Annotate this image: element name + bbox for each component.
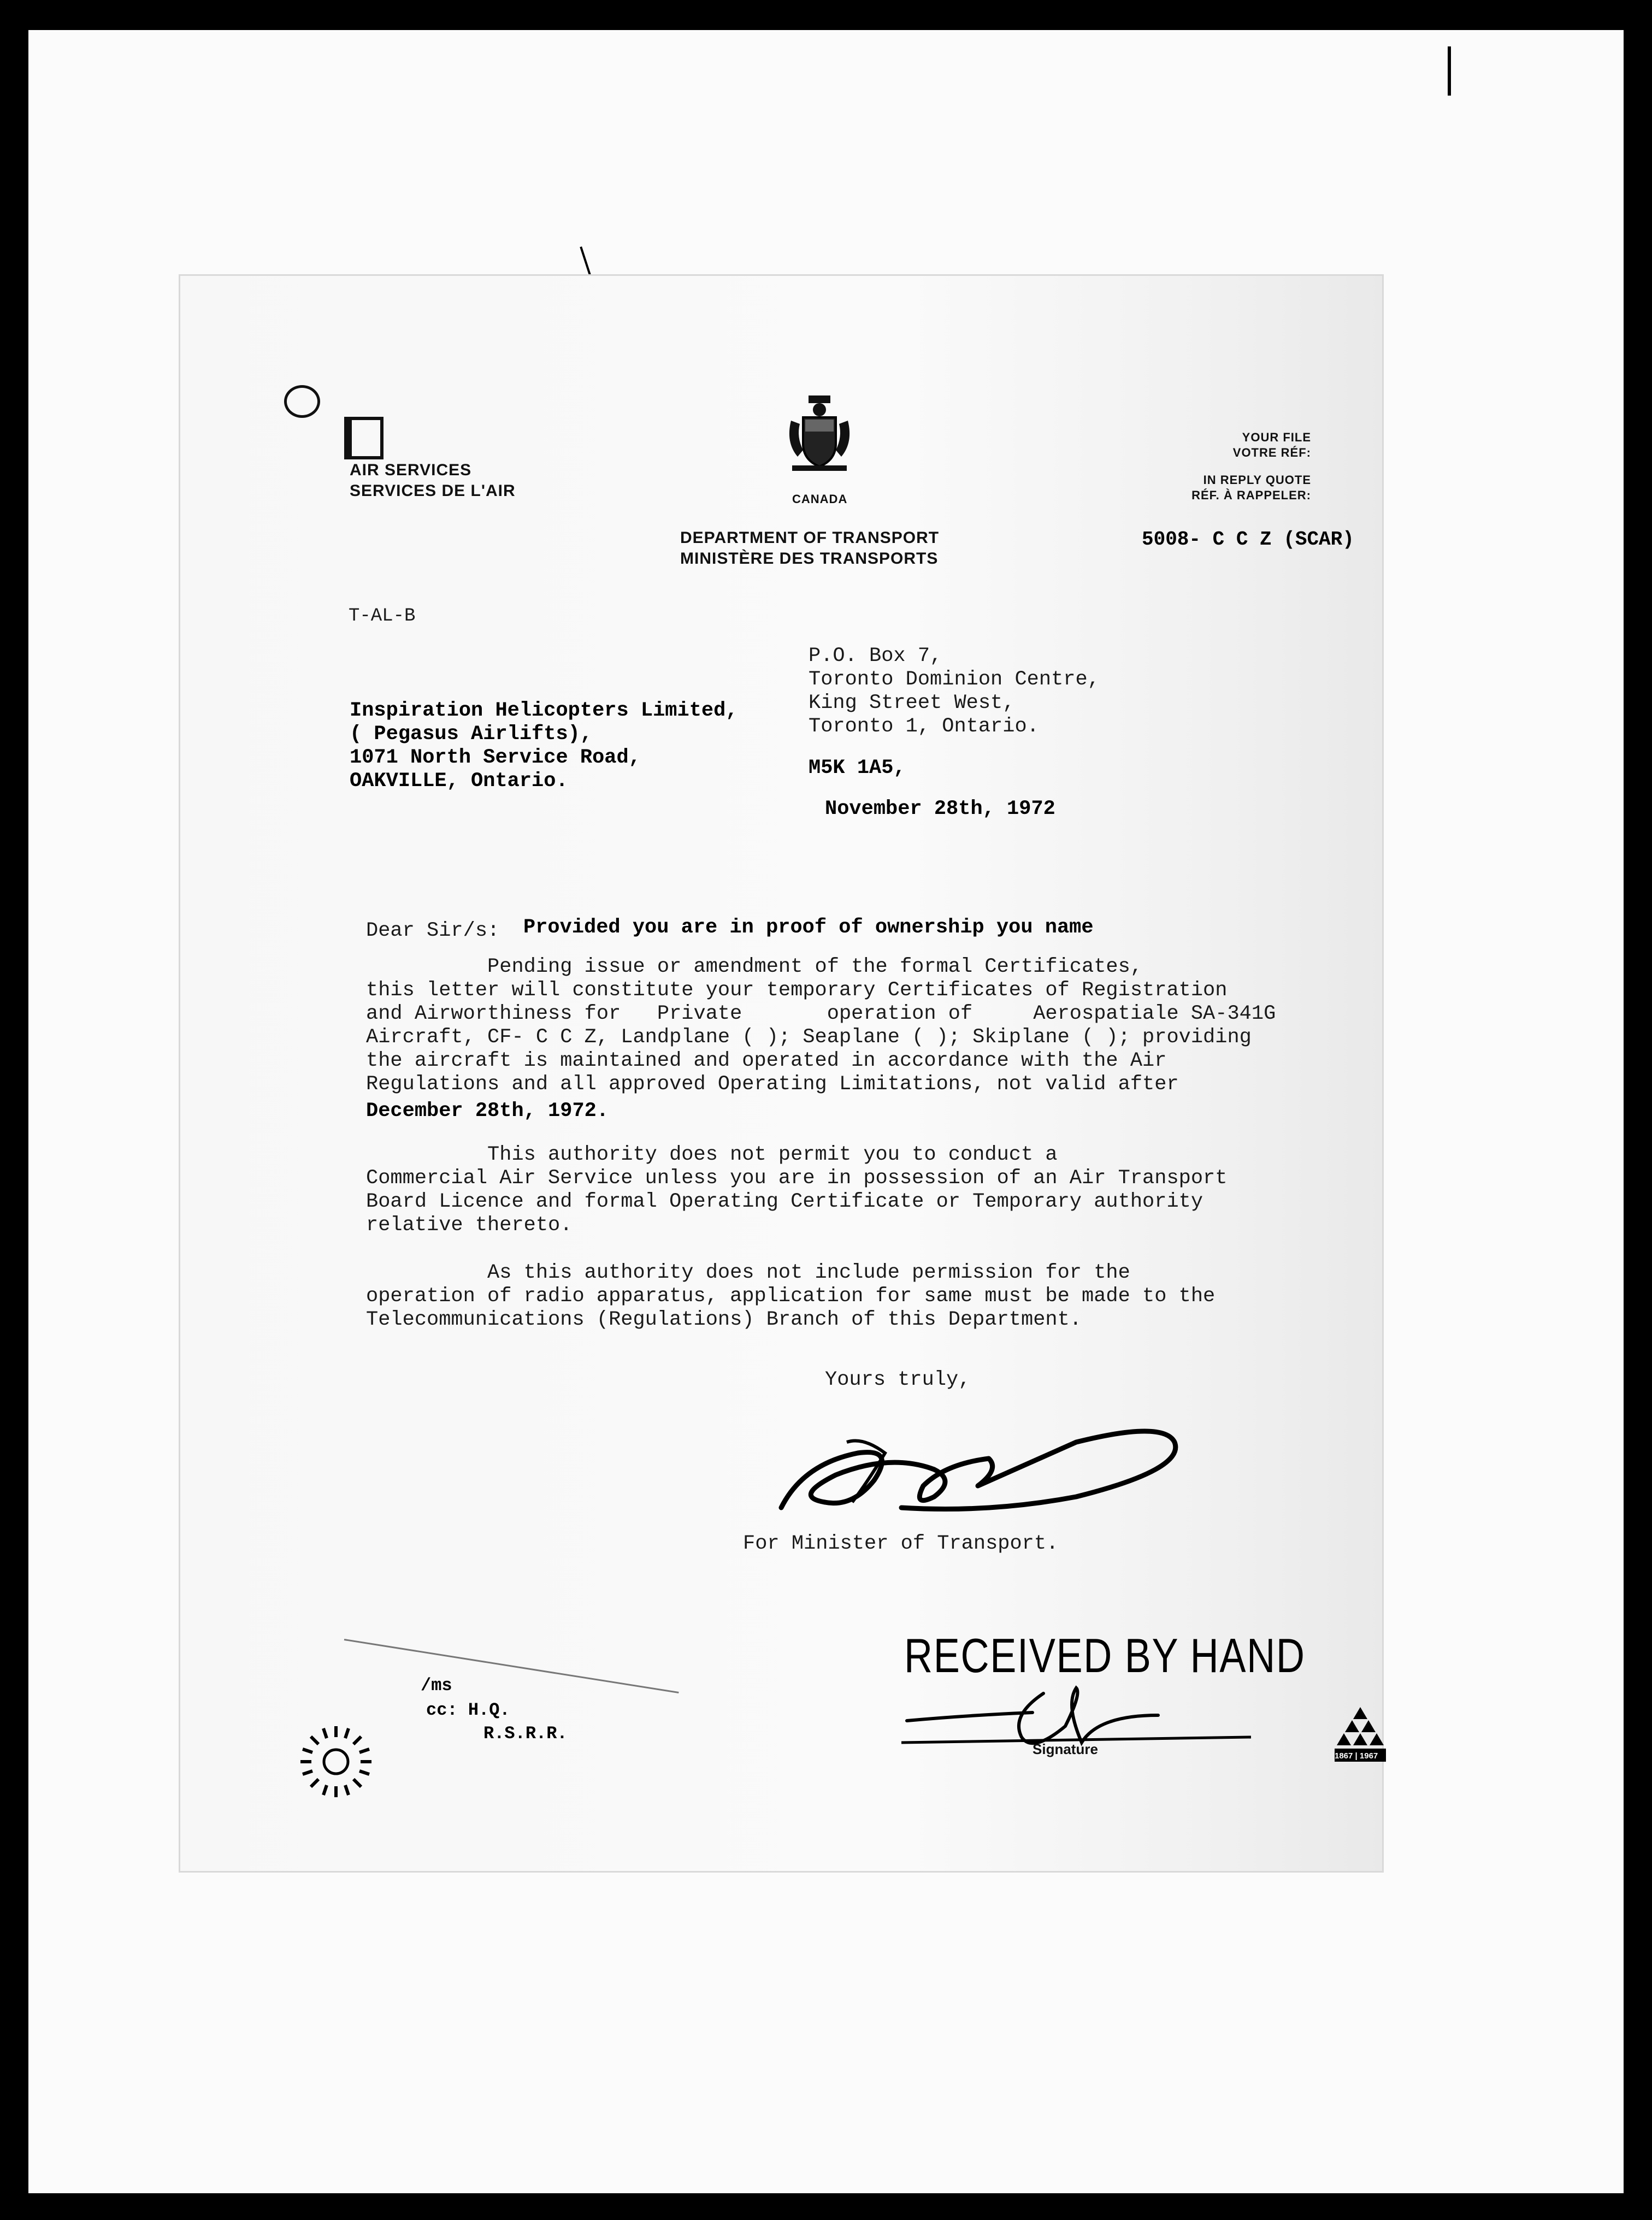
- centennial-years: 1867 | 1967: [1335, 1751, 1378, 1761]
- punch-hole: [284, 385, 320, 418]
- canada-crest-icon: [781, 393, 858, 483]
- file-code: T-AL-B: [349, 606, 416, 627]
- body-line: This authority does not permit you to conduct a: [366, 1143, 1058, 1166]
- reference-number: 5008- C C Z (SCAR): [1142, 528, 1354, 551]
- body-line: Board Licence and formal Operating Certificate or Temporary authority: [366, 1190, 1203, 1213]
- sender-address-line: Toronto 1, Ontario.: [809, 715, 1039, 738]
- typist-initials: /ms: [421, 1675, 452, 1696]
- centennial-logo-icon: [1330, 1707, 1390, 1773]
- recipient-line: ( Pegasus Airlifts),: [350, 723, 593, 746]
- letter-page: [180, 276, 1382, 1871]
- recipient-line: Inspiration Helicopters Limited,: [350, 699, 738, 722]
- sender-address-line: P.O. Box 7,: [809, 645, 942, 668]
- postal-code: M5K 1A5,: [809, 757, 906, 780]
- body-line: this letter will constitute your temporary Certificates of Registration: [366, 979, 1228, 1002]
- body-line: relative thereto.: [366, 1214, 573, 1237]
- body-line: Pending issue or amendment of the formal Certificates,: [366, 955, 1143, 978]
- dept-name-fr: MINISTÈRE DES TRANSPORTS: [680, 550, 939, 568]
- stamp-signature-label: Signature: [1032, 1741, 1098, 1757]
- your-file-label: YOUR FILE: [1242, 430, 1311, 444]
- scan-mark: [344, 1639, 679, 1693]
- closing: Yours truly,: [825, 1368, 971, 1391]
- signatory: For Minister of Transport.: [743, 1532, 1059, 1555]
- handwritten-signature: [770, 1420, 1185, 1519]
- cc-line: R.S.R.R.: [483, 1723, 568, 1744]
- sender-address-line: Toronto Dominion Centre,: [809, 668, 1100, 691]
- transport-canada-logo-icon: [295, 1721, 377, 1803]
- reply-quote-label: IN REPLY QUOTE: [1203, 473, 1311, 487]
- salutation-note: Provided you are in proof of ownership you name: [523, 916, 1094, 939]
- dept-name-en: DEPARTMENT OF TRANSPORT: [680, 529, 940, 547]
- your-file-label-fr: VOTRE RÉF:: [1232, 446, 1311, 459]
- letter-date: November 28th, 1972: [825, 798, 1055, 820]
- crest-caption: CANADA: [792, 492, 848, 506]
- recipient-line: OAKVILLE, Ontario.: [350, 770, 568, 793]
- recipient-line: 1071 North Service Road,: [350, 746, 641, 769]
- body-line: and Airworthiness for Private operation of Aerospatiale SA-341G: [366, 1002, 1276, 1025]
- salutation: Dear Sir/s:: [366, 919, 500, 942]
- scan-mark: [1448, 46, 1451, 96]
- sender-address-line: King Street West,: [809, 692, 1015, 715]
- valid-until-date: December 28th, 1972.: [366, 1100, 609, 1123]
- letterhead-services-de-lair: SERVICES DE L'AIR: [350, 482, 516, 500]
- body-line: the aircraft is maintained and operated in accordance with the Air: [366, 1049, 1167, 1072]
- body-line: Regulations and all approved Operating Limitations, not valid after: [366, 1073, 1179, 1096]
- clip-mark: [344, 417, 384, 459]
- body-line: Aircraft, CF- C C Z, Landplane ( ); Seaplane ( ); Skiplane ( ); providing: [366, 1026, 1252, 1049]
- body-line: Commercial Air Service unless you are in possession of an Air Transport: [366, 1167, 1228, 1190]
- letterhead-air-services: AIR SERVICES: [350, 461, 472, 479]
- body-line: As this authority does not include permission for the: [366, 1261, 1130, 1284]
- received-by-hand-stamp: RECEIVED BY HAND: [904, 1628, 1306, 1682]
- reply-quote-label-fr: RÉF. À RAPPELER:: [1191, 488, 1311, 502]
- body-line: Telecommunications (Regulations) Branch of this Department.: [366, 1308, 1082, 1331]
- body-line: operation of radio apparatus, application for same must be made to the: [366, 1285, 1216, 1308]
- cc-line: cc: H.Q.: [426, 1700, 510, 1720]
